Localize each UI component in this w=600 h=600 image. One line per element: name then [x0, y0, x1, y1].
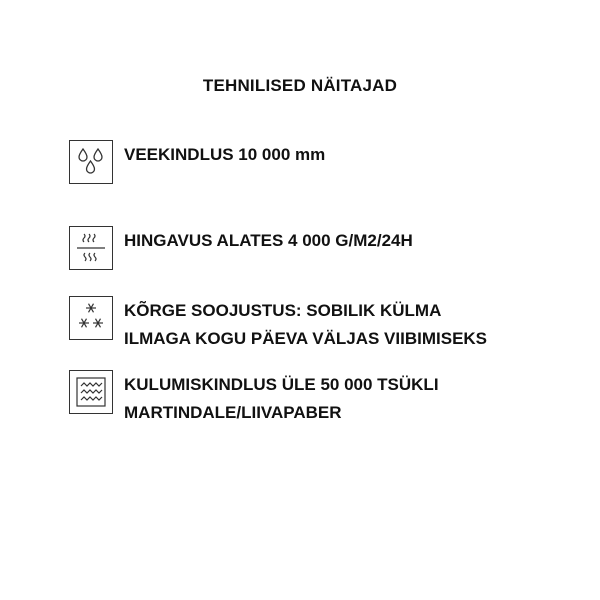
feature-waterproofness	[69, 140, 569, 184]
feature-line: MARTINDALE/LIIVAPABER	[124, 403, 342, 422]
breathability-icon	[69, 226, 113, 270]
feature-line: KÕRGE SOOJUSTUS: SOBILIK KÜLMA	[124, 301, 442, 320]
feature-text	[124, 141, 325, 169]
feature-line: KULUMISKINDLUS ÜLE 50 000 TSÜKLI	[124, 375, 439, 394]
snowflakes-icon	[69, 296, 113, 340]
water-drops-icon	[69, 140, 113, 184]
feature-breathability	[69, 226, 569, 270]
page-title: TEHNILISED NÄITAJAD	[202, 76, 398, 95]
feature-text	[124, 227, 413, 255]
feature-insulation	[69, 296, 569, 353]
feature-text	[124, 297, 487, 353]
feature-line: HINGAVUS ALATES 4 000 G/M2/24H	[124, 231, 413, 250]
feature-line: VEEKINDLUS 10 000 mm	[124, 145, 326, 164]
feature-line: ILMAGA KOGU PÄEVA VÄLJAS VIIBIMISEKS	[124, 329, 488, 348]
feature-abrasion-resistance	[69, 370, 569, 427]
feature-text	[124, 371, 439, 427]
abrasion-icon	[69, 370, 113, 414]
